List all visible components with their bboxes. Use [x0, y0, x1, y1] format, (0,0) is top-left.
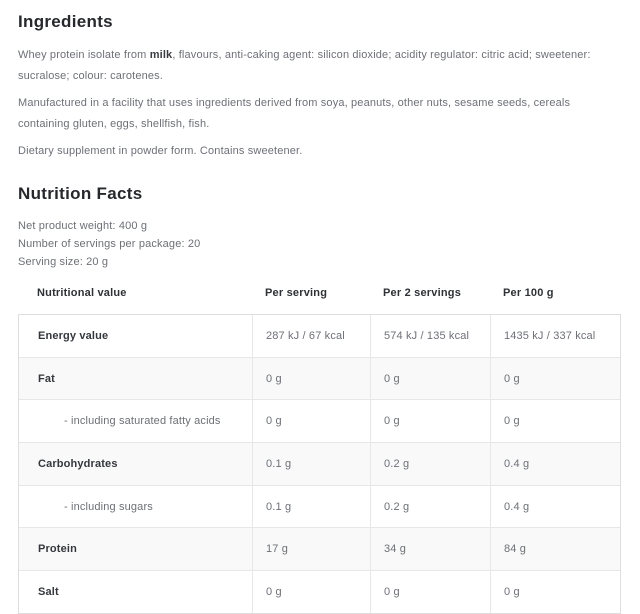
value-per-100g: 0 g — [490, 571, 621, 613]
table-row-sugars — [19, 485, 620, 528]
row-label: Salt — [38, 585, 59, 598]
value-per-serving: 0.1 g — [252, 486, 370, 528]
allergen-milk: milk — [149, 49, 173, 61]
table-row-carbohydrates — [19, 442, 620, 485]
row-label: Energy value — [38, 329, 109, 342]
row-label: - including saturated fatty acids — [64, 415, 221, 428]
column-header-per-2-servings: Per 2 servings — [383, 287, 462, 299]
row-label: Protein — [38, 543, 77, 556]
value-per-100g: 1435 kJ / 337 kcal — [490, 315, 621, 357]
column-header-nutritional-value: Nutritional value — [37, 287, 127, 299]
column-header-per-serving: Per serving — [265, 287, 328, 299]
value-per-2-servings: 574 kJ / 135 kcal — [370, 315, 490, 357]
value-per-serving: 17 g — [252, 528, 370, 570]
nutrition-table — [18, 314, 621, 614]
value-per-100g: 0 g — [490, 400, 621, 442]
value-per-100g: 84 g — [490, 528, 621, 570]
value-per-serving: 0 g — [252, 400, 370, 442]
value-per-2-servings: 0 g — [370, 400, 490, 442]
table-row-fat — [19, 357, 620, 400]
column-header-per-100g: Per 100 g — [503, 287, 554, 299]
servings-per-package: Number of servings per package: 20 — [18, 238, 201, 250]
value-per-serving: 0 g — [252, 571, 370, 613]
value-per-2-servings: 0 g — [370, 358, 490, 400]
supplement-note-paragraph: Dietary supplement in powder form. Contains sweetener. — [18, 145, 303, 157]
value-per-2-servings: 0.2 g — [370, 486, 490, 528]
row-label: - including sugars — [64, 500, 153, 513]
ingredients-heading: Ingredients — [18, 12, 113, 31]
product-meta — [18, 217, 622, 271]
row-label: Carbohydrates — [38, 457, 118, 470]
table-row-salt — [19, 570, 620, 613]
value-per-2-servings: 34 g — [370, 528, 490, 570]
nutrition-facts-heading: Nutrition Facts — [18, 184, 143, 203]
row-label: Fat — [38, 372, 55, 385]
value-per-serving: 0 g — [252, 358, 370, 400]
allergen-facility-paragraph: Manufactured in a facility that uses ingredients derived from soya, peanuts, other nuts, sesame seeds, cereals containing gluten, eggs, shellfish, fish. — [18, 97, 571, 130]
ingredients-text-suffix: , flavours, anti-caking agent: silicon dioxide; acidity regulator: citric acid; sweetener: sucralose; colour: carotenes. — [18, 49, 591, 82]
table-row-protein — [19, 527, 620, 570]
value-per-100g: 0.4 g — [490, 443, 621, 485]
serving-size: Serving size: 20 g — [18, 256, 109, 268]
value-per-2-servings: 0.2 g — [370, 443, 490, 485]
value-per-serving: 0.1 g — [252, 443, 370, 485]
ingredients-paragraph — [18, 45, 622, 87]
table-row-saturated-fat — [19, 399, 620, 442]
nutrition-table-header — [18, 286, 621, 300]
value-per-100g: 0.4 g — [490, 486, 621, 528]
ingredients-text-prefix: Whey protein isolate from — [18, 49, 150, 61]
table-row-energy — [19, 315, 620, 357]
value-per-2-servings: 0 g — [370, 571, 490, 613]
value-per-serving: 287 kJ / 67 kcal — [252, 315, 370, 357]
net-weight: Net product weight: 400 g — [18, 220, 148, 232]
value-per-100g: 0 g — [490, 358, 621, 400]
